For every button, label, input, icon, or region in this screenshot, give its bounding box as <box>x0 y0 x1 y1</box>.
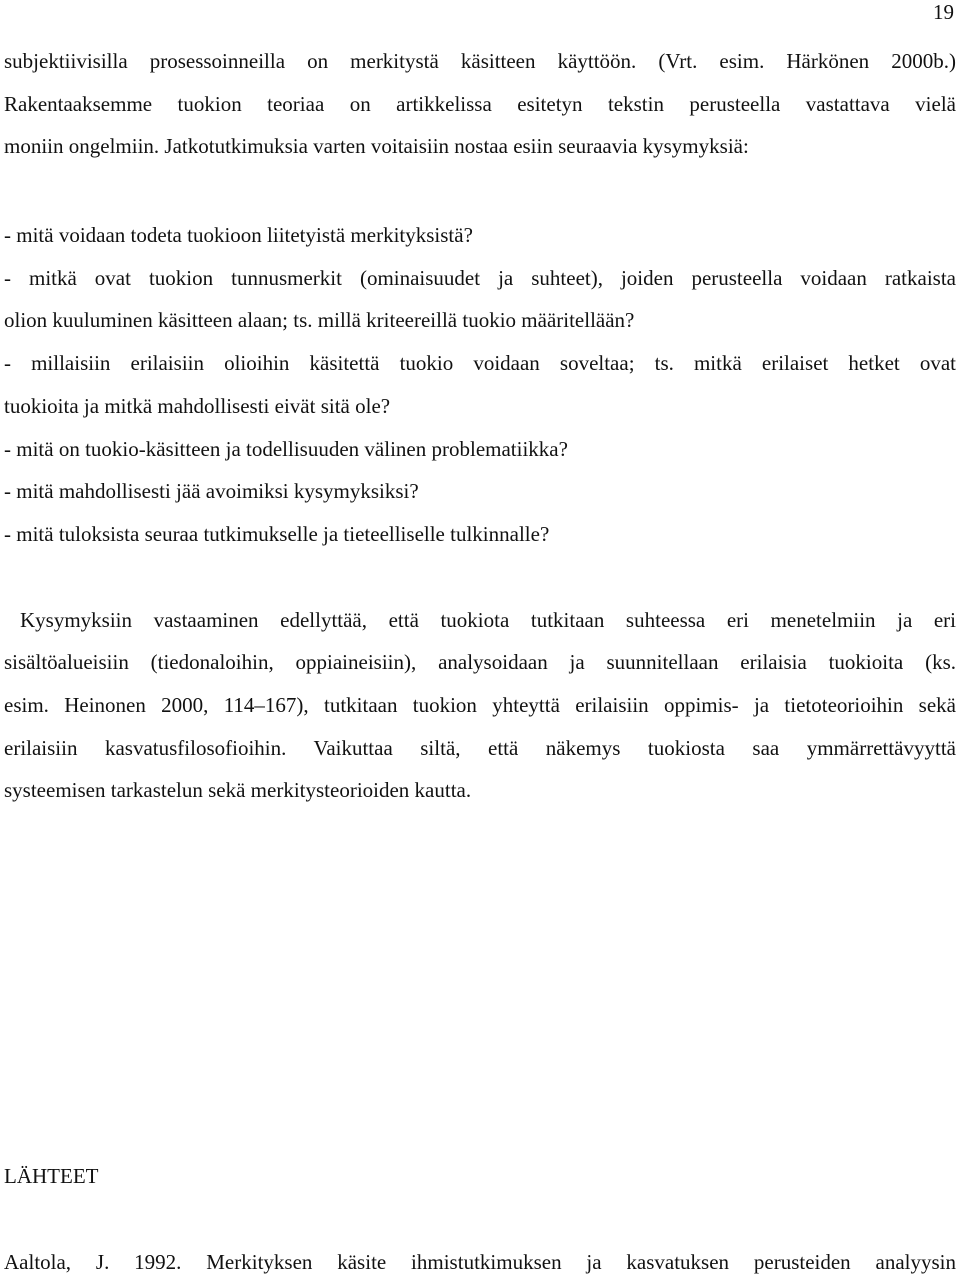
question-item: - mitkä ovat tuokion tunnusmerkit (ominaisuudet ja suhteet), joiden perusteella voidaan ratkaista <box>4 266 956 290</box>
references-heading: LÄHTEET <box>4 1164 99 1188</box>
reference-entry: Aaltola, J. 1992. Merkityksen käsite ihmistutkimuksen ja kasvatuksen perusteiden analyysin <box>4 1250 956 1274</box>
paragraph-line: esim. Heinonen 2000, 114–167), tutkitaan tuokion yhteyttä erilaisiin oppimis- ja tietoteorioihin sekä <box>4 693 956 717</box>
question-item: - mitä on tuokio-käsitteen ja todellisuuden välinen problematiikka? <box>4 437 568 461</box>
question-item: - mitä tuloksista seuraa tutkimukselle ja tieteelliselle tulkinnalle? <box>4 522 550 546</box>
question-item: - millaisiin erilaisiin olioihin käsitettä tuokio voidaan soveltaa; ts. mitkä erilaiset hetket ovat <box>4 351 956 375</box>
paragraph-line: sisältöalueisiin (tiedonaloihin, oppiaineisiin), analysoidaan ja suunnitellaan erilaisia tuokioita (ks. <box>4 650 956 674</box>
question-item-continuation: tuokioita ja mitkä mahdollisesti eivät sitä ole? <box>4 394 391 418</box>
paragraph-line: systeemisen tarkastelun sekä merkitysteorioiden kautta. <box>4 778 472 802</box>
paragraph-line: Kysymyksiin vastaaminen edellyttää, että tuokiota tutkitaan suhteessa eri menetelmiin ja eri <box>20 608 956 632</box>
body-text-line: moniin ongelmiin. Jatkotutkimuksia varten voitaisiin nostaa esiin seuraavia kysymyksiä: <box>4 134 749 158</box>
paragraph-line: erilaisiin kasvatusfilosofioihin. Vaikuttaa siltä, että näkemys tuokiosta saa ymmärrettävyyttä <box>4 736 956 760</box>
body-text-line: subjektiivisilla prosessoinneilla on merkitystä käsitteen käyttöön. (Vrt. esim. Härkönen 2000b.) <box>4 49 956 73</box>
page-number: 19 <box>933 0 954 24</box>
question-item: - mitä mahdollisesti jää avoimiksi kysymyksiksi? <box>4 479 419 503</box>
question-item: - mitä voidaan todeta tuokioon liitetyistä merkityksistä? <box>4 223 473 247</box>
body-text-line: Rakentaaksemme tuokion teoriaa on artikkelissa esitetyn tekstin perusteella vastattava vielä <box>4 92 956 116</box>
question-item-continuation: olion kuuluminen käsitteen alaan; ts. millä kriteereillä tuokio määritellään? <box>4 308 635 332</box>
